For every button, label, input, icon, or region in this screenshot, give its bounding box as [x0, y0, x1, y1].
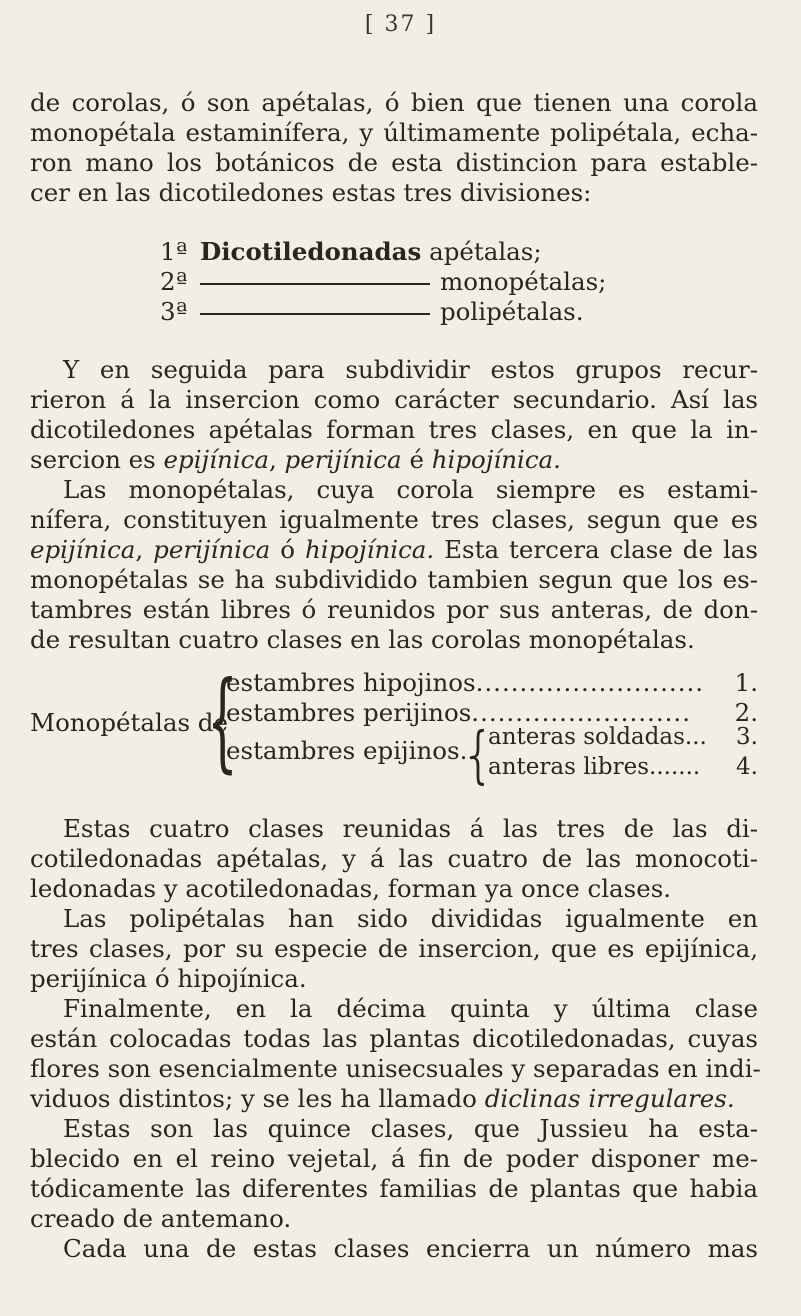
- division-text: polipétalas.: [440, 297, 584, 326]
- text-line: Las polipétalas han sido divididas igualmente en: [63, 904, 758, 933]
- text-line: ron mano los botánicos de esta distincion para estable-: [30, 148, 758, 177]
- text-line: flores son esencialmente unisecsuales y separadas en indi-: [30, 1054, 761, 1083]
- ditto-rule: [200, 283, 430, 285]
- text-line: ledonadas y acotiledonadas, forman ya once clases.: [30, 874, 672, 903]
- text-line: cer en las dicotiledones estas tres divisiones:: [30, 178, 592, 207]
- division-text: apétalas;: [429, 237, 542, 266]
- text-line: Cada una de estas clases encierra un número mas: [63, 1234, 758, 1263]
- division-label: Dicotiledonadas: [200, 237, 422, 266]
- division-number: 2ª: [160, 267, 188, 296]
- text-line: tódicamente las diferentes familias de plantas que habia: [30, 1174, 758, 1203]
- table-row-1: estambres hipojinos.......................... 1.: [226, 668, 758, 697]
- left-brace: {: [207, 659, 238, 784]
- text-line: rieron á la insercion como carácter secundario. Así las: [30, 385, 758, 414]
- text-line: perijínica ó hipojínica.: [30, 964, 307, 993]
- division-3: [160, 297, 584, 327]
- ditto-rule: [200, 313, 430, 315]
- text-line: Y en seguida para subdividir estos grupos recur-: [63, 355, 758, 384]
- table-row-3a: anteras soldadas... 3.: [488, 724, 758, 750]
- division-number: 1ª: [160, 237, 188, 266]
- division-text: monopétalas;: [440, 267, 607, 296]
- inner-brace: {: [468, 718, 488, 791]
- text-line: tres clases, por su especie de insercion, que es epijínica,: [30, 934, 758, 963]
- text-line: Finalmente, en la décima quinta y última clase: [63, 994, 758, 1023]
- text-line: cotiledonadas apétalas, y á las cuatro de las monocoti-: [30, 844, 758, 873]
- page-number: [ 37 ]: [364, 12, 437, 37]
- text-line: epijínica, perijínica ó hipojínica. Esta tercera clase de las: [30, 535, 758, 564]
- division-1: [160, 237, 542, 267]
- text-line: Estas cuatro clases reunidas á las tres de las di-: [63, 814, 758, 843]
- text-line: tambres están libres ó reunidos por sus anteras, de don-: [30, 595, 758, 624]
- text-line: Las monopétalas, cuya corola siempre es estami-: [63, 475, 758, 504]
- table-row-3b: anteras libres....... 4.: [488, 754, 758, 780]
- division-number: 3ª: [160, 297, 188, 326]
- table-row-3: estambres epijinos..: [226, 736, 476, 765]
- text-line: monopétalas se ha subdividido tambien segun que los es-: [30, 565, 758, 594]
- text-line: están colocadas todas las plantas dicotiledonadas, cuyas: [30, 1024, 758, 1053]
- text-line: blecido en el reino vejetal, á fin de poder disponer me-: [30, 1144, 758, 1173]
- table-left-label: Monopétalas de: [30, 708, 228, 737]
- text-line: dicotiledones apétalas forman tres clases, en que la in-: [30, 415, 758, 444]
- text-line: Estas son las quince clases, que Jussieu ha esta-: [63, 1114, 758, 1143]
- text-line: de corolas, ó son apétalas, ó bien que tienen una corola: [30, 88, 758, 117]
- text-line: creado de antemano.: [30, 1204, 292, 1233]
- text-line: nífera, constituyen igualmente tres clases, segun que es: [30, 505, 758, 534]
- text-line: sercion es epijínica, perijínica é hipojínica.: [30, 445, 561, 474]
- division-2: [160, 267, 606, 297]
- text-line: de resultan cuatro clases en las corolas monopétalas.: [30, 625, 695, 654]
- text-line: viduos distintos; y se les ha llamado diclinas irregulares.: [30, 1084, 735, 1113]
- table-row-2: estambres perijinos......................... 2.: [226, 698, 758, 727]
- text-line: monopétala estaminífera, y últimamente polipétala, echa-: [30, 118, 758, 147]
